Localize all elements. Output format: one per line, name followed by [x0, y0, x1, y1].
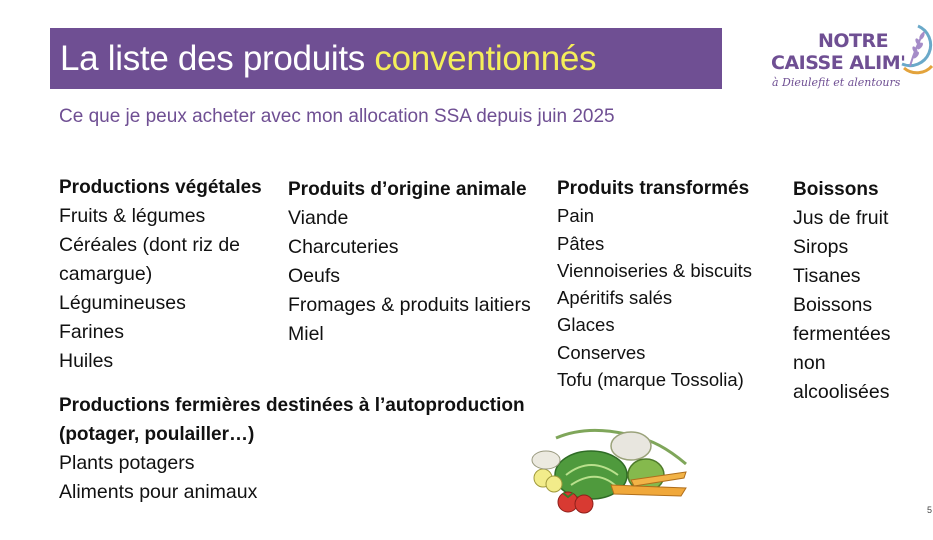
category-vegetal	[59, 173, 262, 376]
category-drinks	[793, 175, 891, 407]
category-farm	[59, 391, 525, 507]
list-item: Jus de fruit	[793, 207, 889, 229]
list-item: Sirops	[793, 236, 849, 258]
category-heading: Produits transformés	[557, 178, 750, 199]
list-item: fermentées	[793, 323, 891, 345]
list-item: alcoolisées	[793, 381, 890, 403]
list-item: Pain	[557, 205, 595, 227]
vegetables-illustration	[516, 420, 696, 520]
title-main: La liste des produits	[60, 38, 375, 78]
page-title	[60, 39, 596, 79]
logo-line3: à Dieulefit et alentours	[772, 76, 901, 89]
list-item: camargue)	[59, 263, 153, 285]
list-item: Apéritifs salés	[557, 287, 673, 309]
category-animal	[288, 175, 531, 349]
subtitle: Ce que je peux acheter avec mon allocation SSA depuis juin 2025	[59, 106, 615, 127]
list-item: Conserves	[557, 341, 646, 363]
logo-line2: CAISSE ALIM'	[771, 52, 906, 74]
title-banner	[50, 28, 722, 89]
list-item: Tofu (marque Tossolia)	[557, 369, 744, 391]
list-item: Huiles	[59, 350, 114, 372]
list-item: Aliments pour animaux	[59, 481, 258, 503]
list-item: non	[793, 352, 826, 374]
list-item: Glaces	[557, 314, 615, 336]
category-heading: Productions fermières destinées à l’autoproduction	[59, 395, 525, 416]
list-item: Tisanes	[793, 265, 861, 287]
list-item: Farines	[59, 321, 125, 343]
category-heading: Boissons	[793, 179, 879, 200]
category-heading-cont: (potager, poulailler…)	[59, 424, 255, 445]
category-heading: Productions végétales	[59, 177, 262, 198]
page-number: 5	[927, 505, 933, 515]
list-item: Fromages & produits laitiers	[288, 294, 531, 316]
logo-wheat-circle-icon	[896, 22, 933, 82]
list-item: Légumineuses	[59, 292, 186, 314]
list-item: Pâtes	[557, 232, 605, 254]
list-item: Céréales (dont riz de	[59, 234, 241, 256]
title-highlight: conventionnés	[374, 38, 597, 78]
list-item: Plants potagers	[59, 452, 195, 474]
list-item: Charcuteries	[288, 236, 399, 258]
list-item: Boissons	[793, 294, 873, 316]
list-item: Viennoiseries & biscuits	[557, 259, 753, 281]
caisse-alim-logo	[768, 22, 933, 92]
list-item: Miel	[288, 323, 324, 345]
logo-line1: NOTRE	[818, 30, 889, 52]
category-heading: Produits d’origine animale	[288, 179, 527, 200]
list-item: Viande	[288, 207, 349, 229]
list-item: Oeufs	[288, 265, 341, 287]
list-item: Fruits & légumes	[59, 205, 206, 227]
category-transformed	[557, 175, 752, 393]
